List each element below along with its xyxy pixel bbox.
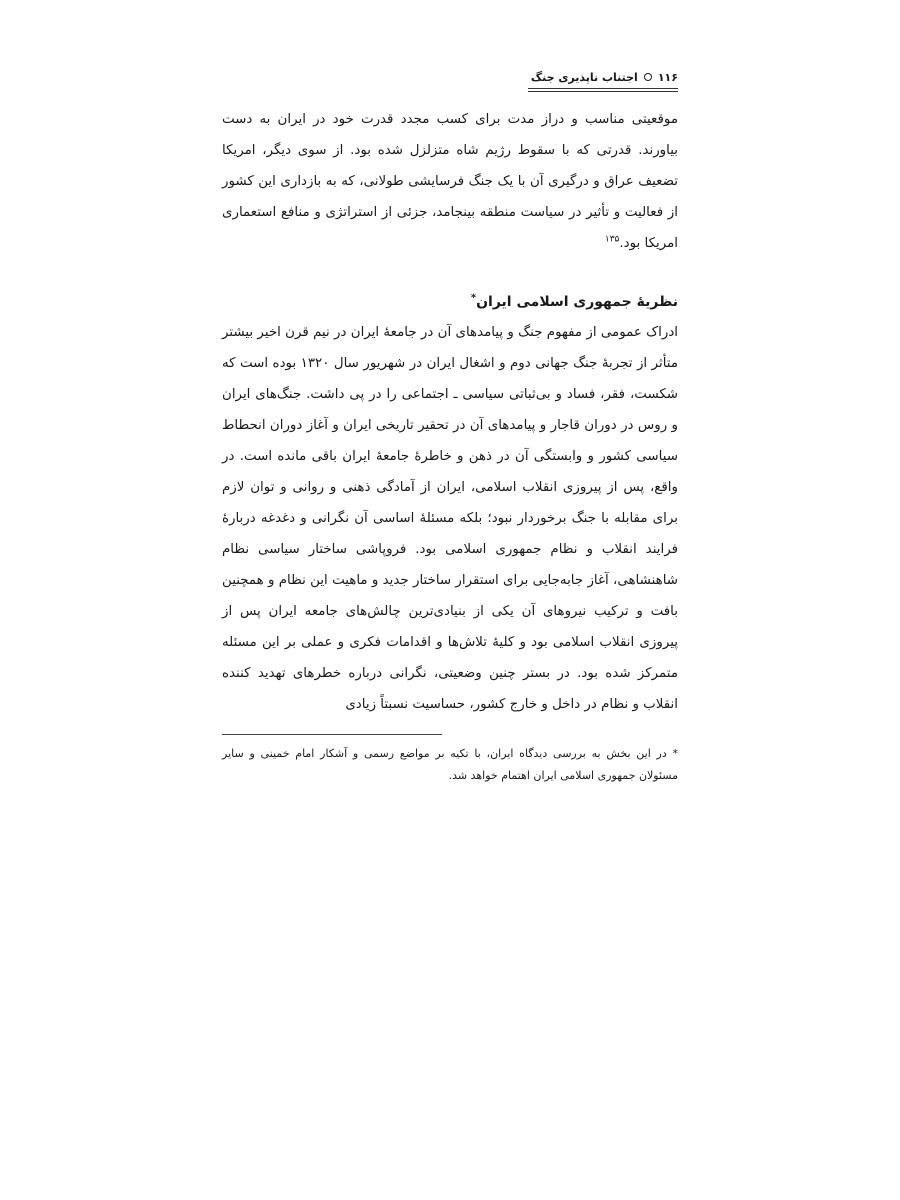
paragraph-text: موقعیتی مناسب و دراز مدت برای کسب مجدد قدرت خود در ایران به دست بیاورند. قدرتی که با سقوط رژیم شاه متزلزل شده بود. از سوی دیگر، امریکا تضعیف عراق و درگیری آن با یک جنگ فرسایشی طولانی، که به بازداری این کشور از فعالیت و تأثیر در سیاست منطقه بینجامد، جزئی از استراتژی و منافع استعماری امریکا بود. — [222, 112, 678, 251]
section-paragraph-text: ادراک عمومی از مفهوم جنگ و پیامدهای آن در جامعهٔ ایران در نیم قرن اخیر بیشتر متأثر از تجربهٔ جنگ جهانی دوم و اشغال ایران در شهریور سال ۱۳۲۰ بوده است که شکست، فقر، فساد و بی‌ثباتی سیاسی ـ اجتماعی را در پی داشت. جنگ‌های ایران و روس در دوران قاجار و پیامدهای آن در تحقیر تاریخی ایران و آغاز دوران انحطاط سیاسی کشور و وابستگی آن در ذهن و خاطرهٔ جامعهٔ ایران باقی مانده است. در واقع، پس از پیروزی انقلاب اسلامی، ایران از آمادگی ذهنی و روانی و توان لازم برای مقابله با جنگ برخوردار نبود؛ بلکه مسئلهٔ اساسی آن نگرانی و دغدغه دربارهٔ فرایند انقلاب و نظام جمهوری اسلامی بود. فروپاشی ساختار سیاسی نظام شاهنشاهی، آغاز جابه‌جایی برای استقرار ساختار جدید و ماهیت این نظام و همچنین بافت و ترکیب نیروهای آن یکی از بنیادی‌ترین چالش‌های جامعه ایران پس از پیروزی انقلاب اسلامی بود و کلیهٔ تلاش‌ها و اقدامات فکری و عملی بر این مسئله متمرکز شده بود. در بستر چنین وضعیتی، نگرانی درباره خطرهای تهدید کننده انقلاب و نظام در داخل و خارج کشور، حساسیت نسبتاً زیادی — [222, 325, 678, 712]
footnote-rule — [222, 734, 442, 735]
section-paragraph — [222, 317, 678, 720]
running-head-title: اجتناب ناپذیری جنگ — [530, 70, 638, 84]
footnote-marker: * — [470, 292, 477, 304]
footnote-text: * در این بخش به بررسی دیدگاه ایران، با تکیه بر مواضع رسمی و آشکار امام خمینی و سایر مسئولان جمهوری اسلامی ایران اهتمام خواهد شد. — [222, 747, 678, 782]
paragraph — [222, 104, 678, 259]
header-rule — [528, 88, 678, 92]
circle-separator-icon — [644, 73, 652, 81]
footnote — [222, 743, 678, 787]
section-heading-text: نظریهٔ جمهوری اسلامی ایران — [476, 294, 678, 310]
book-page — [222, 60, 678, 787]
section-heading — [222, 287, 678, 317]
page-number: ۱۱۶ — [657, 70, 678, 84]
footnote-reference: ۱۳۵ — [604, 234, 620, 245]
running-head — [222, 68, 678, 86]
